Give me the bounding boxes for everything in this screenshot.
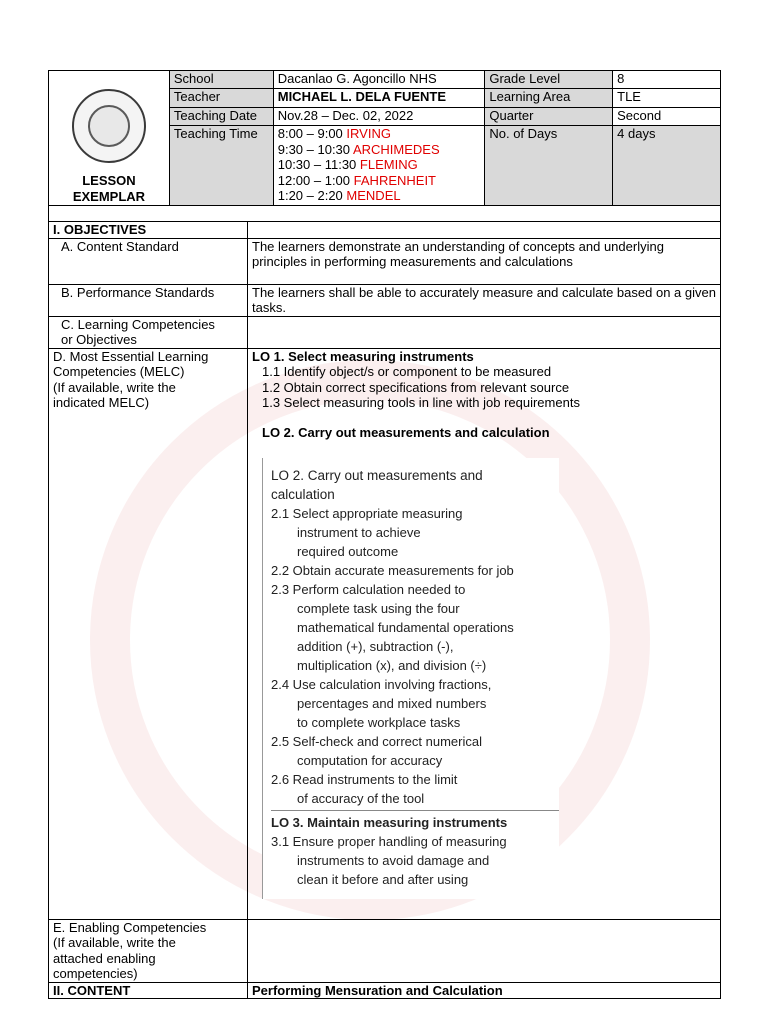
embed-line: complete task using the four — [297, 601, 460, 616]
embed-line: 2.5 Self-check and correct numerical — [271, 734, 482, 749]
embed-line: addition (+), subtraction (-), — [297, 639, 454, 654]
schedule-section: IRVING — [346, 126, 391, 141]
schedule-time: 12:00 – 1:00 — [277, 172, 351, 188]
schedule-row — [278, 157, 481, 173]
embed-line: 2.2 Obtain accurate measurements for job — [271, 563, 514, 578]
schedule-time: 1:20 – 2:20 — [277, 188, 343, 203]
embedded-competency-image — [262, 458, 559, 899]
schedule-time: 9:30 – 10:30 — [277, 141, 351, 157]
schedule-section: MENDEL — [346, 188, 401, 203]
lo1-item: 1.2 Obtain correct specifications from relevant source — [262, 379, 570, 395]
performance-standard-value: The learners shall be able to accurately measure and calculate based on a given tasks. — [248, 284, 721, 316]
embed-line: 2.1 Select appropriate measuring — [271, 506, 463, 521]
schedule-row — [278, 126, 481, 142]
content-standard-label: A. Content Standard — [49, 238, 248, 284]
competencies-value — [248, 316, 721, 348]
competencies-label: C. Learning Competencies or Objectives — [49, 316, 248, 348]
objectives-heading: I. OBJECTIVES — [49, 222, 248, 239]
header-table — [48, 70, 721, 222]
schedule-time: 8:00 – 9:00 — [277, 126, 343, 141]
lesson-exemplar-document — [48, 70, 721, 999]
teacher-value: MICHAEL L. DELA FUENTE — [273, 89, 485, 107]
melc-value — [248, 348, 721, 919]
quarter-label: Quarter — [485, 107, 613, 125]
schedule-row — [278, 173, 481, 189]
embed-line: of accuracy of the tool — [297, 791, 425, 806]
schedule-row — [278, 188, 481, 204]
embed-line: required outcome — [297, 544, 399, 559]
embed-line: instruments to avoid damage and — [297, 853, 490, 868]
days-value: 4 days — [613, 126, 721, 206]
schedule-section: FAHRENHEIT — [353, 172, 436, 188]
logo-cell — [49, 71, 170, 206]
embed-line: 3.1 Ensure proper handling of measuring — [271, 834, 507, 849]
area-value: TLE — [613, 89, 721, 107]
embed-line: mathematical fundamental operations — [297, 620, 514, 635]
lo1-title: LO 1. Select measuring instruments — [252, 348, 474, 364]
grade-value: 8 — [613, 71, 721, 89]
embed-line: computation for accuracy — [297, 753, 443, 768]
melc-label: D. Most Essential Learning Competencies (MELC) (If available, write the indicated MELC) — [49, 348, 248, 919]
area-label: Learning Area — [485, 89, 613, 107]
time-label: Teaching Time — [169, 126, 273, 206]
schedule-section: FLEMING — [359, 157, 418, 172]
embed-line: clean it before and after using — [297, 872, 469, 887]
enabling-value — [248, 919, 721, 982]
date-label: Teaching Date — [169, 107, 273, 125]
objectives-table — [48, 221, 721, 999]
embed-title: calculation — [271, 487, 335, 502]
embed-lo3-title: LO 3. Maintain measuring instruments — [271, 810, 559, 832]
objectives-heading-blank — [248, 222, 721, 239]
content-value: Performing Mensuration and Calculation — [248, 982, 721, 999]
lo2-title: LO 2. Carry out measurements and calculation — [262, 424, 550, 440]
days-label: No. of Days — [485, 126, 613, 206]
embed-line: multiplication (x), and division (÷) — [297, 658, 487, 673]
embed-line: 2.6 Read instruments to the limit — [271, 772, 458, 787]
embed-title: LO 2. Carry out measurements and — [271, 468, 483, 483]
embed-line: instrument to achieve — [297, 525, 421, 540]
schedule-cell — [273, 126, 485, 206]
embed-line: to complete workplace tasks — [297, 715, 461, 730]
enabling-label: E. Enabling Competencies (If available, write the attached enabling competencies) — [49, 919, 248, 982]
schedule-time: 10:30 – 11:30 — [277, 157, 357, 172]
grade-label: Grade Level — [485, 71, 613, 89]
schedule-row — [278, 142, 481, 158]
spacer-row — [49, 206, 721, 222]
lo1-item: 1.1 Identify object/s or component to be measured — [262, 364, 552, 379]
embed-line: percentages and mixed numbers — [297, 696, 487, 711]
quarter-value: Second — [613, 107, 721, 125]
school-label: School — [169, 71, 273, 89]
school-value: Dacanlao G. Agoncillo NHS — [273, 71, 485, 89]
embed-line: 2.4 Use calculation involving fractions, — [271, 677, 492, 692]
lesson-exemplar-label: LESSON EXEMPLAR — [72, 173, 146, 204]
schedule-section: ARCHIMEDES — [352, 141, 440, 157]
deped-seal-logo — [72, 89, 146, 163]
date-value: Nov.28 – Dec. 02, 2022 — [273, 107, 485, 125]
embed-line: 2.3 Perform calculation needed to — [271, 582, 466, 597]
teacher-label: Teacher — [169, 89, 273, 107]
lo1-item: 1.3 Select measuring tools in line with job requirements — [262, 395, 580, 410]
content-heading: II. CONTENT — [49, 982, 248, 999]
performance-standard-label: B. Performance Standards — [49, 284, 248, 316]
content-standard-value: The learners demonstrate an understanding of concepts and underlying principles in performing measurements and calculations — [248, 238, 721, 284]
